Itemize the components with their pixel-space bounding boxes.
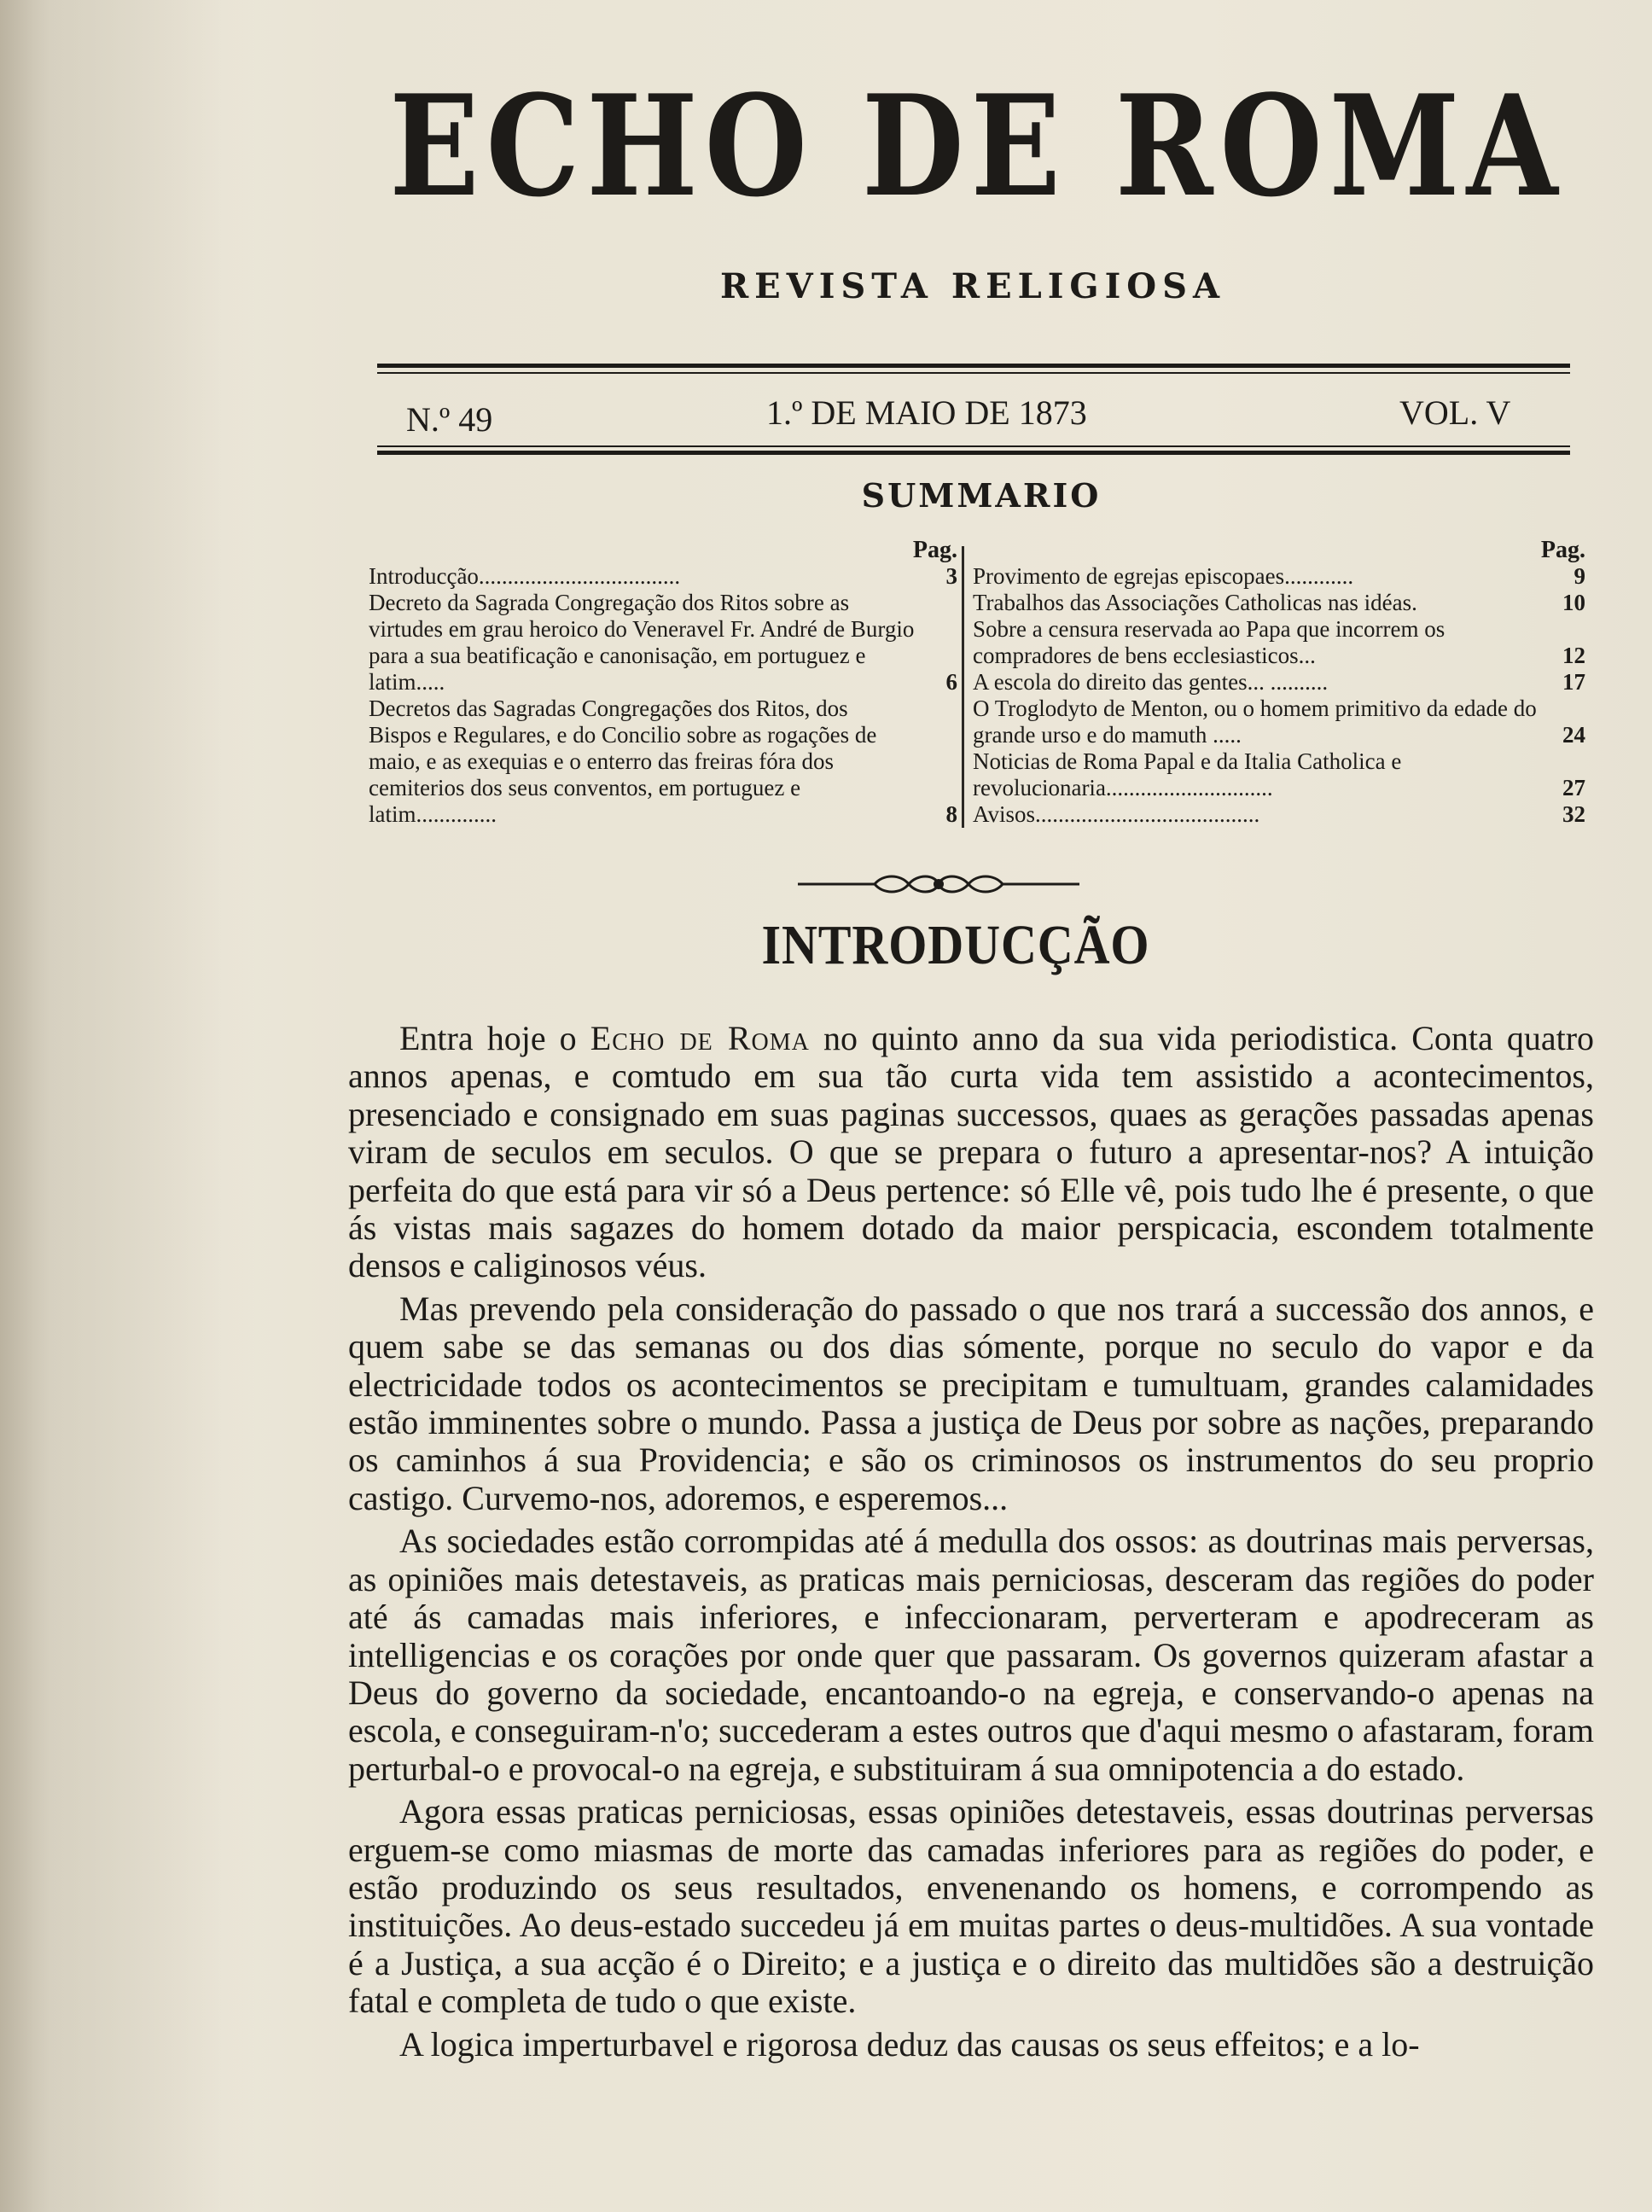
- toc-item-page: 12: [1562, 643, 1585, 668]
- toc-item-text: A escola do direito das gentes... ..........: [973, 669, 1329, 695]
- bottom-rule-thin: [377, 445, 1570, 447]
- toc-item-text: Decretos das Sagradas Congregações dos Ritos, dos Bispos e Regulares, e do Concilio sobre as rogações de maio, e as exequias e o enterro das freiras fóra dos cemiterios dos seus conventos, em portuguez e latim..............: [369, 696, 877, 827]
- toc-item-text: Noticias de Roma Papal e da Italia Catholica e revolucionaria.............................: [973, 748, 1402, 800]
- toc-item: [973, 563, 1585, 590]
- toc-item: [973, 696, 1585, 748]
- toc-item-text: Avisos.......................................: [973, 801, 1260, 827]
- article-paragraph: Agora essas praticas perniciosas, essas opiniões detestaveis, essas doutrinas perversas erguem-se como miasmas de morte das camadas inferiores para as regiões do poder, e estão produzindo os seus resultados, envenenando os homens, e corrompendo as instituições. Ao deus-estado succedeu já em muitas partes o deus-multidões. A sua vontade é a Justiça, a sua acção é o Direito; e a justiça e o direito das multidões são a destruição fatal e completa de tudo o que existe.: [348, 1792, 1594, 2021]
- issue-volume: VOL. V: [1399, 393, 1511, 432]
- issue-date: 1.º DE MAIO DE 1873: [766, 393, 1087, 432]
- summary-left-column: [369, 538, 957, 828]
- section-ornament-icon: [798, 869, 1079, 899]
- toc-item-text: Introducção...................................: [369, 563, 681, 589]
- masthead-subtitle: REVISTA RELIGIOSA: [719, 266, 1226, 306]
- article-paragraph: As sociedades estão corrompidas até á medulla dos ossos: as doutrinas mais perversas, as opiniões mais detestaveis, as praticas mais perniciosas, desceram das regiões do poder até ás camadas mais inferiores, e infeccionaram, perverteram e apodreceram as intelligencias e os corações por onde quer que passaram. Os governos quizeram afastar a Deus do governo da sociedade, encantoando-o na egreja, e conservando-o apenas na escola, e conseguiram-n'o; succederam a estes outros que d'aqui mesmo o afastaram, foram perturbal-o e provocal-o na egreja, e substituiram á sua omnipotencia a do estado.: [348, 1522, 1594, 1788]
- toc-item-text: O Troglodyto de Menton, ou o homem primitivo da edade do grande urso e do mamuth .....: [973, 696, 1537, 748]
- article-title: INTRODUCÇÃO: [761, 914, 1150, 976]
- masthead-title: ECHO DE ROMA: [389, 63, 1565, 228]
- toc-item-page: 6: [945, 669, 957, 695]
- article-paragraph: [348, 1020, 1594, 1285]
- summary-right-column: [973, 538, 1585, 828]
- journal-name-smallcaps: Echo de Roma: [590, 1019, 810, 1057]
- top-rule-thick: [377, 364, 1570, 368]
- toc-item-page: 10: [1562, 590, 1585, 615]
- bottom-rule-thick: [377, 451, 1570, 455]
- toc-item-page: 3: [945, 563, 957, 589]
- toc-item-text: Sobre a censura reservada ao Papa que incorrem os compradores de bens ecclesiasticos...: [973, 616, 1446, 668]
- toc-item-text: Decreto da Sagrada Congregação dos Ritos sobre as virtudes em grau heroico do Veneravel Fr. André de Burgio para a sua beatificação e canonisação, em portuguez e latim.....: [369, 590, 915, 695]
- toc-item-page: 9: [1573, 563, 1585, 589]
- page-label-right: Pag.: [1540, 537, 1585, 563]
- toc-item-text: Trabalhos das Associações Catholicas nas idéas.: [973, 590, 1417, 615]
- article-paragraph: A logica imperturbavel e rigorosa deduz das causas os seus effeitos; e a lo-: [399, 2024, 1420, 2064]
- article-paragraph: Mas prevendo pela consideração do passado o que nos trará a successão dos annos, e quem sabe se das semanas ou dos dias sómente, porque no seculo do vapor e da electricidade todos os acontecimentos se precipitam e tumultuam, grandes calamidades estão imminentes sobre o mundo. Passa a justiça de Deus por sobre as nações, preparando os caminhos á sua Providencia; e são os criminosos os instrumentos do seu proprio castigo. Curvemo-nos, adoremos, e esperemos...: [348, 1289, 1594, 1517]
- toc-item: [369, 590, 957, 696]
- paragraph-text: Entra hoje o: [399, 1019, 577, 1057]
- paragraph-text: no quinto anno da sua vida periodistica. Conta quatro annos apenas, e comtudo em sua tão curta vida tem assistido a acontecimentos, presenciado e consignado em suas paginas successos, quaes as gerações passadas apenas viram de seculos em seculos. O que se prepara o futuro a apresentar-nos? A intuição perfeita do que está para vir só a Deus pertence: só Elle vê, pois tudo lhe é presente, o que ás vistas mais sagazes do homem dotado da maior perspicacia, escondem totalmente densos e caliginosos véus.: [348, 1019, 1595, 1285]
- toc-item-page: 32: [1562, 801, 1585, 827]
- toc-item-page: 17: [1562, 669, 1585, 695]
- toc-item-page: 27: [1562, 775, 1585, 800]
- toc-item-page: 24: [1562, 722, 1585, 748]
- toc-item: [973, 616, 1585, 669]
- issue-number: N.º 49: [406, 400, 493, 439]
- article-body: [348, 1020, 1594, 2069]
- toc-item: [973, 669, 1585, 696]
- page-label-left: Pag.: [912, 537, 957, 563]
- toc-item: [973, 590, 1585, 616]
- issue-info-row: [403, 393, 1589, 444]
- toc-item-page: 8: [945, 801, 957, 827]
- toc-item: [369, 696, 957, 828]
- top-rule-thin: [377, 372, 1570, 374]
- toc-item: [973, 748, 1585, 801]
- toc-item-text: Provimento de egrejas episcopaes............: [973, 563, 1354, 589]
- toc-item: [369, 563, 957, 590]
- summary-column-divider: [962, 546, 964, 828]
- summary-title: SUMMARIO: [861, 476, 1102, 515]
- toc-item: [973, 801, 1585, 828]
